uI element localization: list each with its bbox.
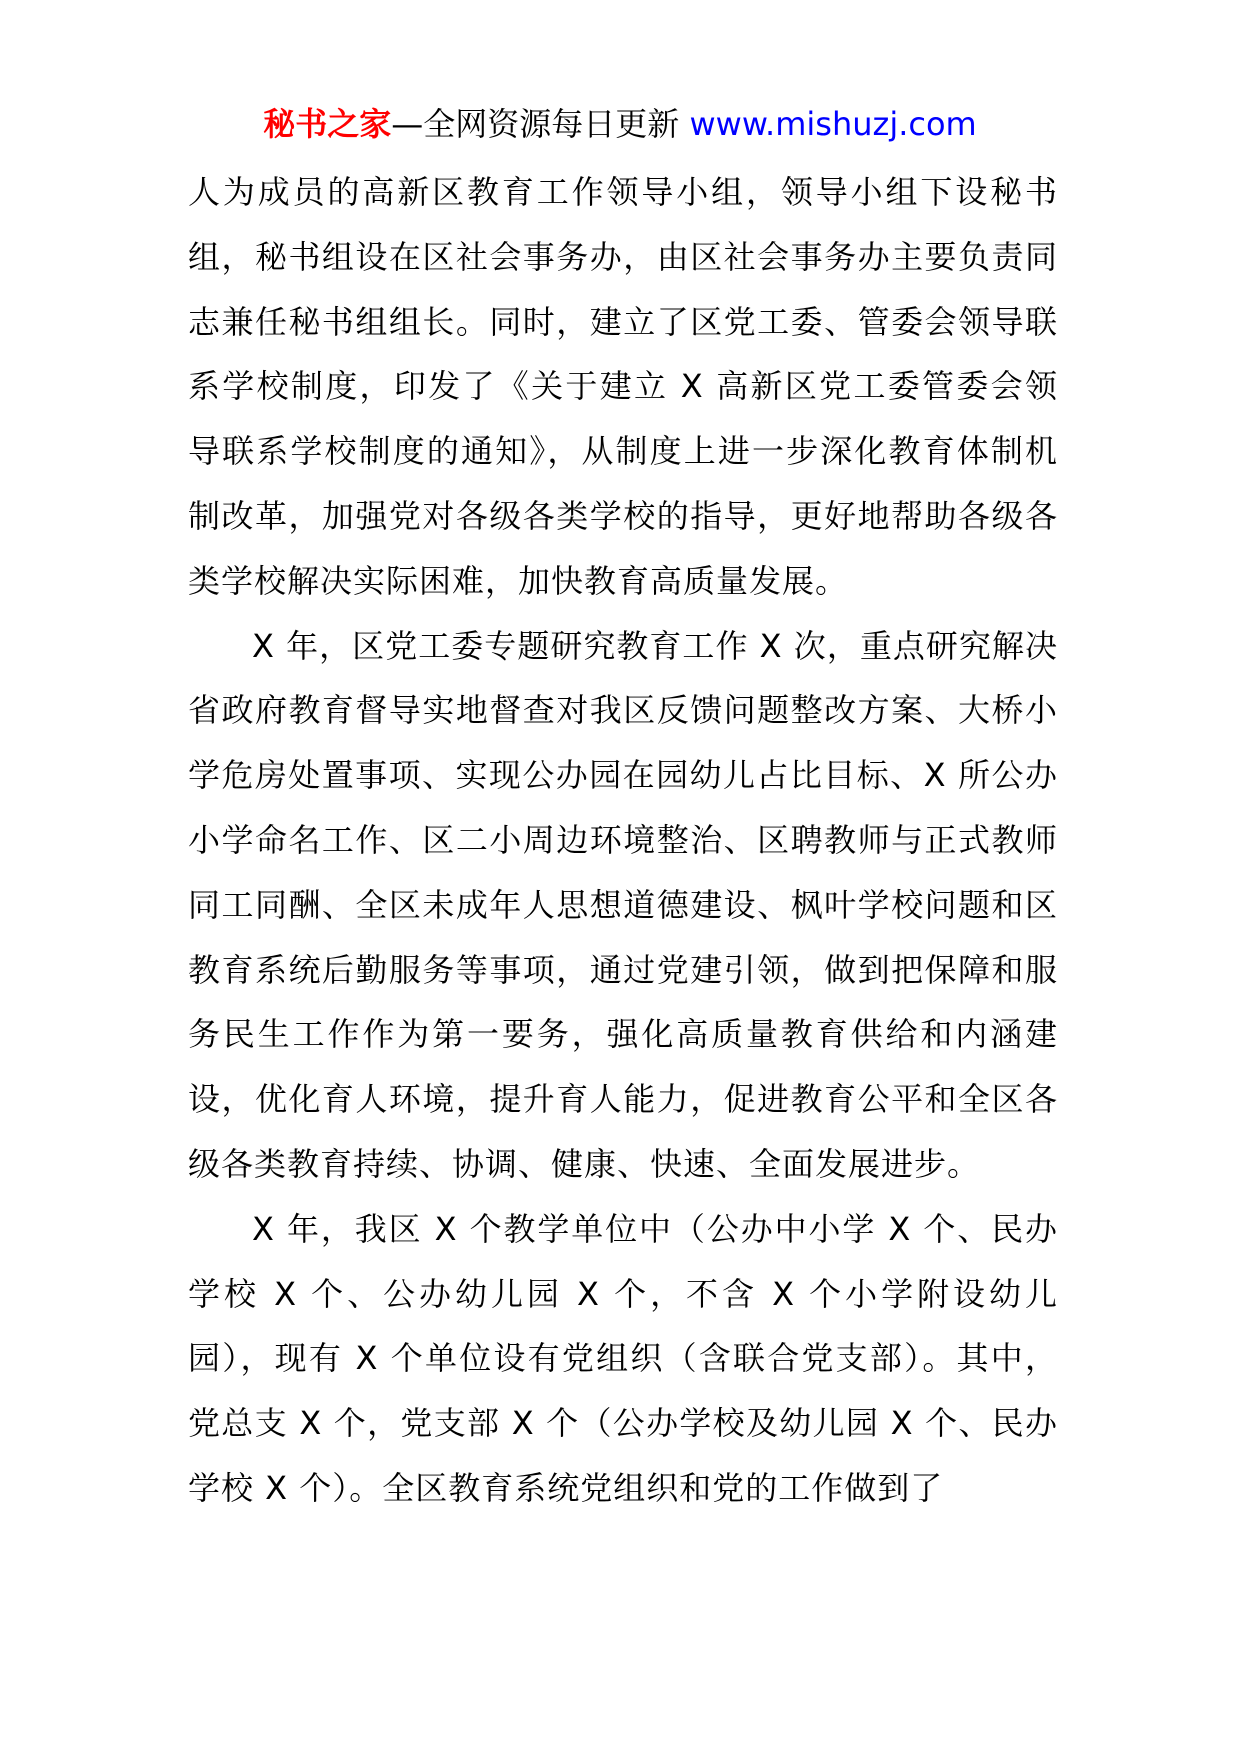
site-tagline: —全网资源每日更新 [391, 105, 680, 143]
paragraph-continued: 人为成员的高新区教育工作领导小组，领导小组下设秘书组，秘书组设在区社会事务办，由区社会事务办主要负责同志兼任秘书组组长。同时，建立了区党工委、管委会领导联系学校制度，印发了《关于建立 X 高新区党工委管委会领导联系学校制度的通知》，从制度上进一步深化教育体制机制改革，加强党对各级各类学校的指导，更好地帮助各级各类学校解决实际困难，加快教育高质量发展。 [188, 173, 1058, 600]
site-header [0, 100, 1240, 148]
paragraph: X 年，我区 X 个教学单位中（公办中小学 X 个、民办学校 X 个、公办幼儿园 X 个，不含 X 个小学附设幼儿园），现有 X 个单位设有党组织（含联合党支部）。其中，党总支 X 个，党支部 X 个（公办学校及幼儿园 X 个、民办学校 X 个）。全区教育系统党组织和党的工作做到了 [188, 1209, 1058, 1507]
document-body [188, 160, 1058, 1521]
site-brand: 秘书之家 [263, 105, 392, 143]
paragraph: X 年，区党工委专题研究教育工作 X 次，重点研究解决省政府教育督导实地督查对我区反馈问题整改方案、大桥小学危房处置事项、实现公办园在园幼儿占比目标、X 所公办小学命名工作、区二小周边环境整治、区聘教师与正式教师同工同酬、全区未成年人思想道德建设、枫叶学校问题和区教育系统后勤服务等事项，通过党建引领，做到把保障和服务民生工作作为第一要务，强化高质量教育供给和内涵建设，优化育人环境，提升育人能力，促进教育公平和全区各级各类教育持续、协调、健康、快速、全面发展进步。 [188, 626, 1058, 1183]
site-url-link[interactable]: www.mishuzj.com [689, 105, 977, 143]
